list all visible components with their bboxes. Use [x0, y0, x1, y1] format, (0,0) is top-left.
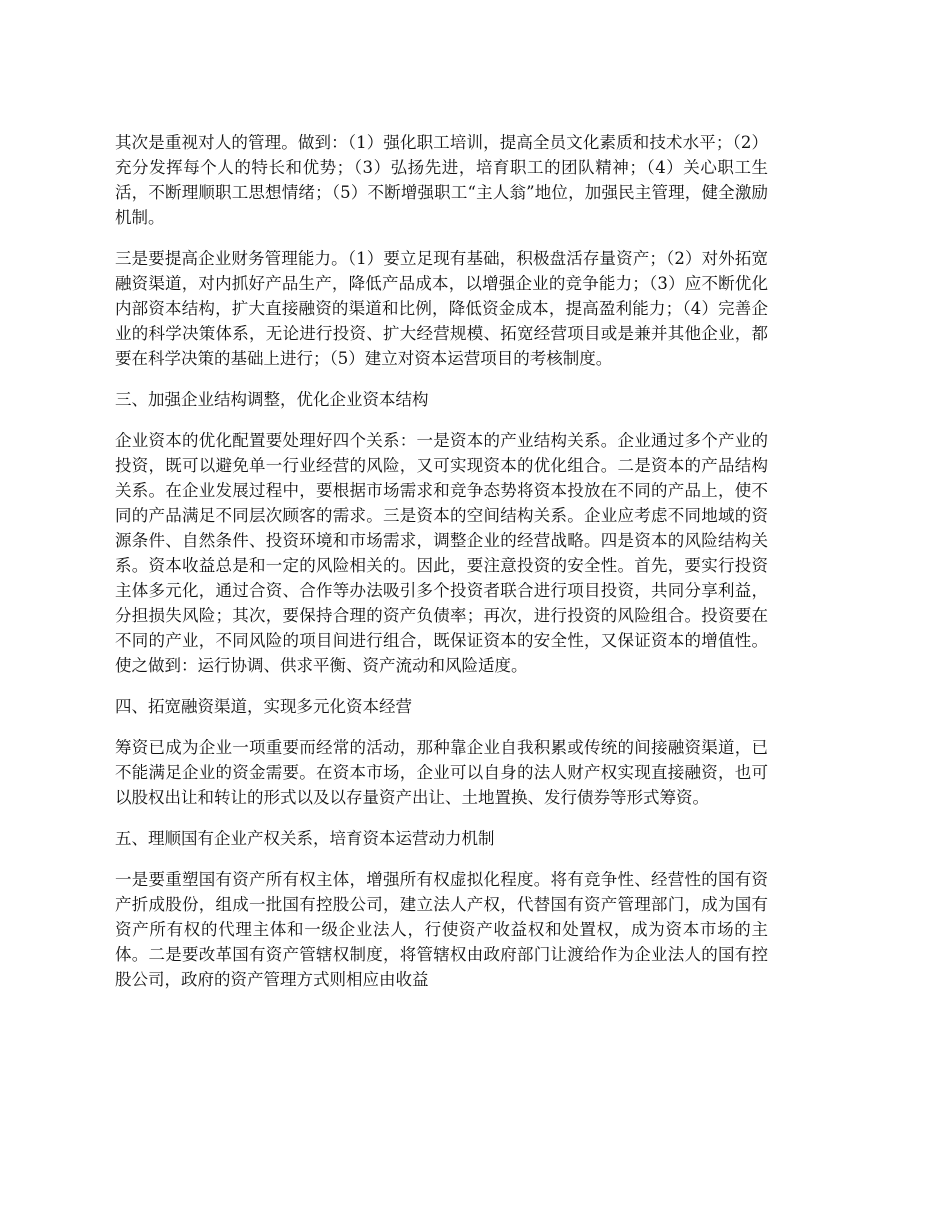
paragraph-human-management: 其次是重视对人的管理。做到：（1）强化职工培训，提高全员文化素质和技术水平；（2）充分发挥每个人的特长和优势；（3）弘扬先进，培育职工的团队精神；（4）关心职工生活，不断理顺职工思想情绪；（5）不断增强职工“主人翁”地位，加强民主管理，健全激励机制。: [115, 133, 768, 227]
section-heading-property-rights: 五、理顺国有企业产权关系，培育资本运营动力机制: [115, 829, 495, 848]
section-heading-financing: 四、拓宽融资渠道，实现多元化资本经营: [115, 697, 412, 716]
section-heading-structure: 三、加强企业结构调整，优化企业资本结构: [115, 390, 429, 409]
paragraph-property-rights: 一是要重塑国有资产所有权主体，增强所有权虚拟化程度。将有竞争性、经营性的国有资产折成股份，组成一批国有控股公司，建立法人产权，代替国有资产管理部门，成为国有资产所有权的代理主体和一级企业法人，行使资产收益权和处置权，成为资本市场的主体。二是要改革国有资产管辖权制度，将管辖权由政府部门让渡给作为企业法人的国有控股公司，政府的资产管理方式则相应由收益: [115, 870, 768, 989]
paragraph-capital-allocation: 企业资本的优化配置要处理好四个关系：一是资本的产业结构关系。企业通过多个产业的投资，既可以避免单一行业经营的风险，又可实现资本的优化组合。二是资本的产品结构关系。在企业发展过程中，要根据市场需求和竞争态势将资本投放在不同的产品上，使不同的产品满足不同层次顾客的需求。三是资本的空间结构关系。企业应考虑不同地域的资源条件、自然条件、投资环境和市场需求，调整企业的经营战略。四是资本的风险结构关系。资本收益总是和一定的风险相关的。因此，要注意投资的安全性。首先，要实行投资主体多元化，通过合资、合作等办法吸引多个投资者联合进行项目投资，共同分享利益，分担损失风险；其次，要保持合理的资产负债率；再次，进行投资的风险组合。投资要在不同的产业，不同风险的项目间进行组合，既保证资本的安全性，又保证资本的增值性。使之做到：运行协调、供求平衡、资产流动和风险适度。: [115, 431, 768, 675]
paragraph-financing: 筹资已成为企业一项重要而经常的活动，那种靠企业自我积累或传统的间接融资渠道，已不能满足企业的资金需要。在资本市场，企业可以自身的法人财产权实现直接融资，也可以股权出让和转让的形式以及以存量资产出让、土地置换、发行债券等形式筹资。: [115, 738, 768, 807]
paragraph-financial-management: 三是要提高企业财务管理能力。（1）要立足现有基础，积极盘活存量资产；（2）对外拓宽融资渠道，对内抓好产品生产，降低产品成本，以增强企业的竞争能力；（3）应不断优化内部资本结构，扩大直接融资的渠道和比例，降低资金成本，提高盈利能力；（4）完善企业的科学决策体系，无论进行投资、扩大经营规模、拓宽经营项目或是兼并其他企业，都要在科学决策的基础上进行；（5）建立对资本运营项目的考核制度。: [115, 249, 768, 368]
